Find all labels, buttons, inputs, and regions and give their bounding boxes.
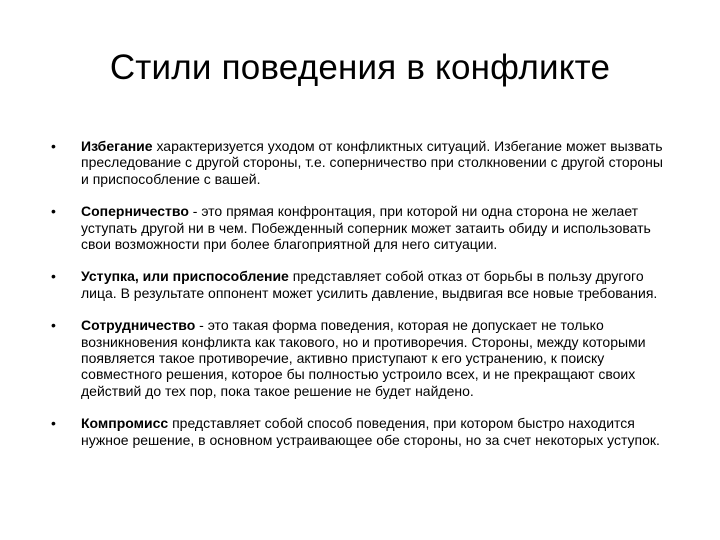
term-description: характеризуется уходом от конфликтных ситуаций. Избегание может вызвать преследование с другой стороны, т.е. соперничество при столкновении с другой стороны и приспособление с вашей.: [81, 138, 663, 187]
list-item: [0, 268, 720, 301]
term-label: Уступка, или приспособление: [81, 268, 289, 285]
list-item-text: [81, 138, 671, 187]
term-description: представляет собой отказ от борьбы в пользу другого лица. В результате оппонент может усилить давление, выдвигая все новые требования.: [81, 268, 658, 301]
term-description: - это прямая конфронтация, при которой ни одна сторона не желает уступать другой ни в чем. Побежденный соперник может затаить обиду и использовать свои возможности при более благоприятной для него ситуации.: [81, 203, 651, 253]
term-label: Сотрудничество: [81, 317, 196, 334]
list-item-text: [81, 268, 671, 301]
list-item: [0, 138, 720, 187]
bullet-icon: •: [51, 203, 56, 220]
term-description: - это такая форма поведения, которая не допускает не только возникновения конфликта как такового, но и противоречия. Стороны, между которыми появляется такое противоречие, активно приступают к его устранению, к поиску совместного решения, которое бы полностью устроило всех, и не прекращают своих действий до тех пор, пока такое решение не будет найдено.: [81, 317, 646, 399]
list-item-text: [81, 415, 671, 448]
list-item: [0, 415, 720, 448]
slide-title: Стили поведения в конфликте: [109, 48, 611, 87]
term-description: представляет собой способ поведения, при котором быстро находится нужное решение, в основном устраивающее обе стороны, но за счет некоторых уступок.: [81, 415, 660, 448]
bullet-list: [0, 138, 720, 464]
list-item-text: [81, 317, 671, 399]
list-item: [0, 203, 720, 252]
term-label: Избегание: [81, 138, 153, 154]
term-label: Компромисс: [81, 415, 169, 432]
list-item-text: [81, 203, 671, 252]
bullet-icon: •: [51, 138, 56, 154]
bullet-icon: •: [51, 415, 56, 432]
list-item: [0, 317, 720, 399]
bullet-icon: •: [51, 317, 56, 334]
bullet-icon: •: [51, 268, 56, 285]
term-label: Соперничество: [81, 203, 189, 220]
